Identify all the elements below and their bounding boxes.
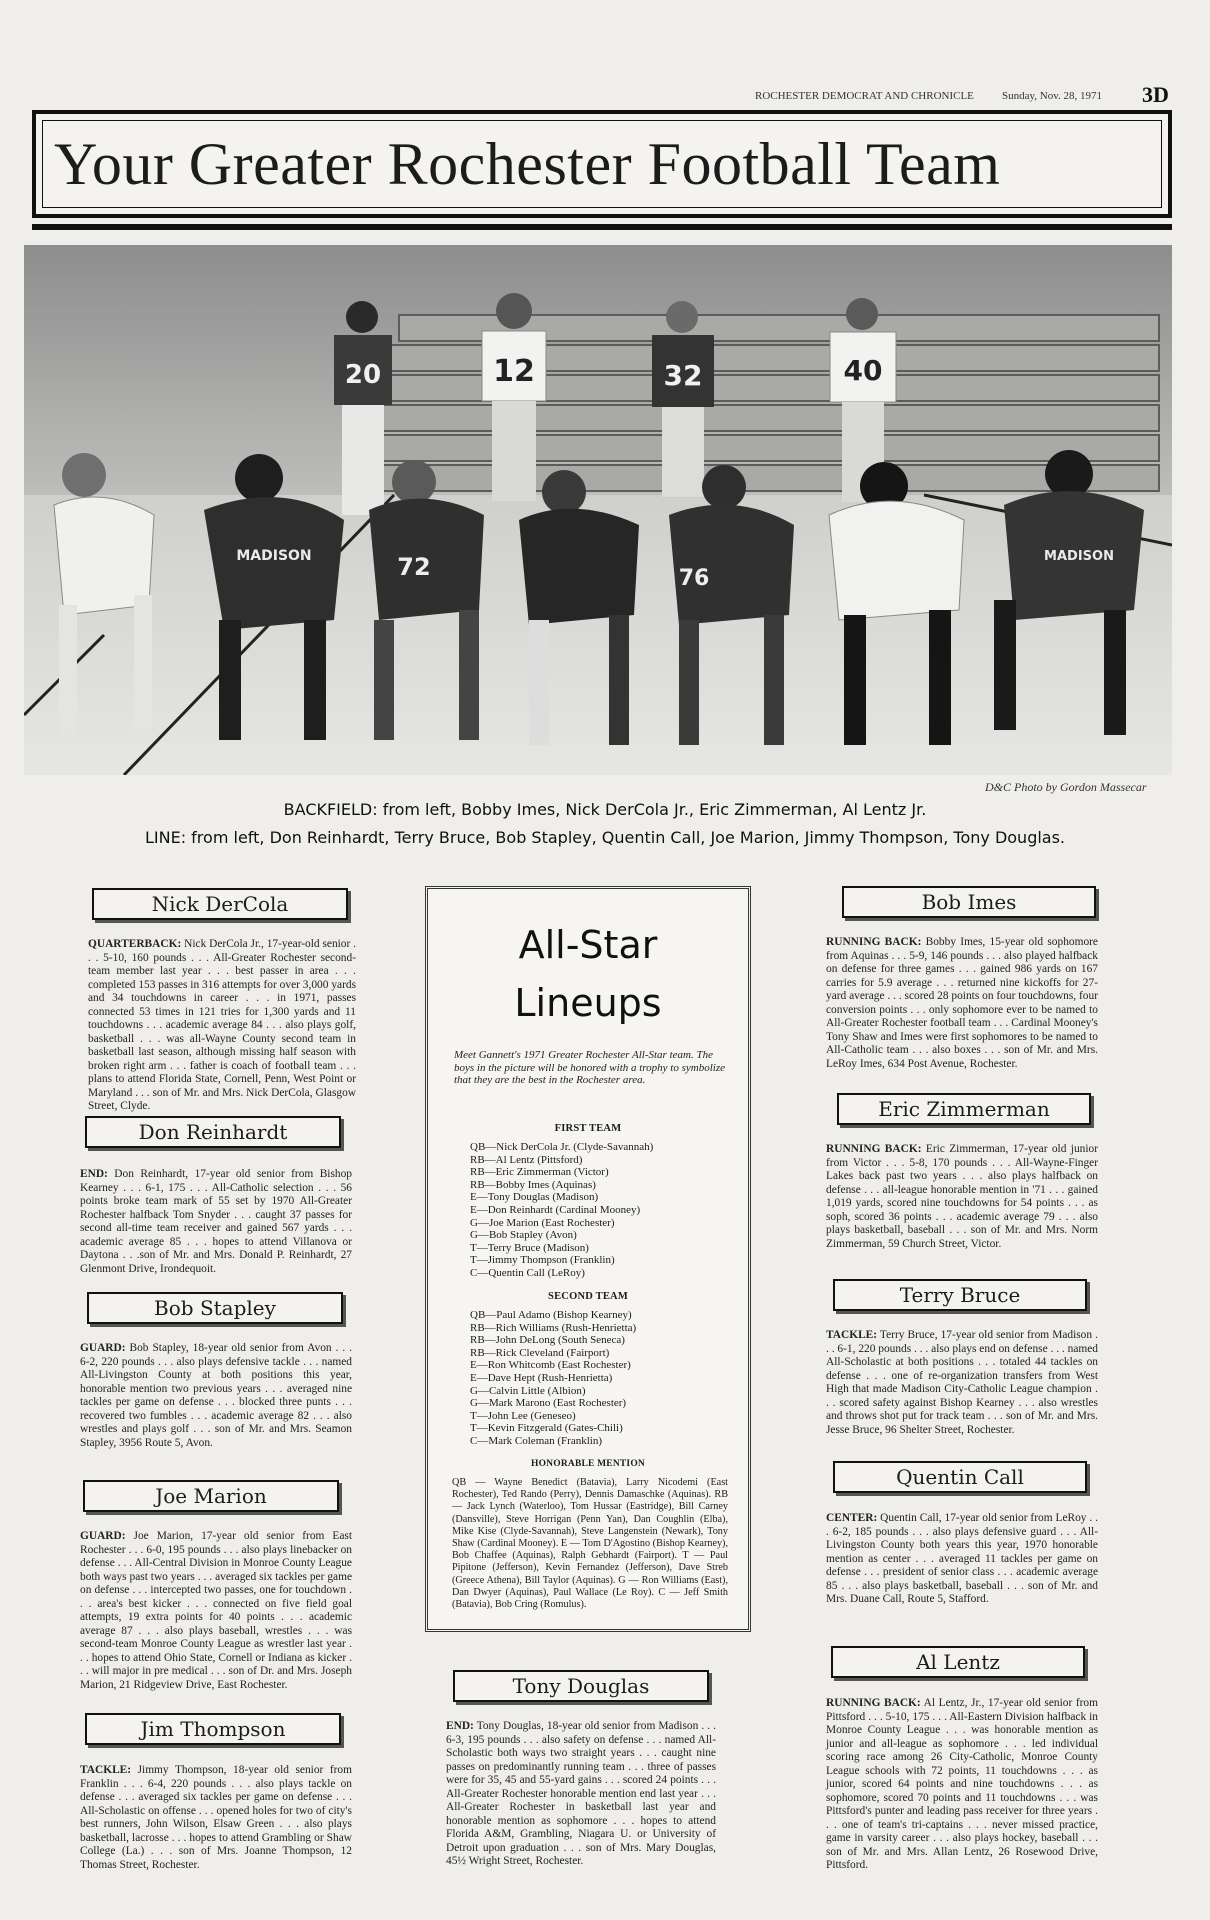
roster-entry: G—Bob Stapley (Avon): [470, 1229, 577, 1242]
bio-terry-bruce: [826, 1329, 1098, 1437]
roster-entry: E—Tony Douglas (Madison): [470, 1191, 599, 1204]
roster-entry: E—Dave Hept (Rush-Henrietta): [470, 1371, 613, 1384]
bio-bob-stapley: [80, 1342, 352, 1450]
name-tony-douglas: Tony Douglas: [453, 1670, 709, 1702]
roster-entry: T—Terry Bruce (Madison): [470, 1241, 589, 1254]
roster-entry: T—Kevin Fitzgerald (Gates-Chili): [470, 1422, 623, 1435]
page-number: 3D: [1142, 82, 1169, 107]
allstar-title-line1: All-Star: [518, 923, 658, 967]
headline: Your Greater Rochester Football Team: [54, 131, 1001, 197]
position-label: GUARD:: [80, 1342, 126, 1354]
bio-eric-zimmerman: [826, 1143, 1098, 1251]
name-quentin-call: Quentin Call: [833, 1461, 1087, 1493]
first-team-list: [470, 1141, 730, 1280]
bio-tony-douglas: [446, 1720, 716, 1869]
roster-entry: RB—Eric Zimmerman (Victor): [470, 1166, 609, 1179]
chest-text-1: MADISON: [236, 548, 312, 564]
allstar-intro: Meet Gannett's 1971 Greater Rochester All-Star team. The boys in the picture will be honored with a trophy to symbolize that they are the best in the Rochester area.: [454, 1049, 725, 1086]
headline-box: [32, 110, 1172, 218]
bio-quentin-call: [826, 1512, 1098, 1607]
name-nick-dercola: Nick DerCola: [92, 888, 348, 920]
bio-don-reinhardt: [80, 1168, 352, 1276]
bio-text: Tony Douglas, 18-year old senior from Madison . . . 6-3, 195 pounds . . . also safety on defense . . . named All-Scholastic both ways two straight years . . . caught nine passes on predominantly running team . . . three of passes were for 35, 45 and 55-yard gains . . . scored 24 points . . . All-Greater Rochester honorable mention end last year . . . All-Greater Rochester in basketball last year and honorable mention as sophomore . . . hopes to attend Florida A&M, Grambling, Niagara U. or University of Detroit upon graduation . . . son of Mrs. Mary Douglas, 45½ Wright Street, Rochester.: [446, 1720, 716, 1867]
jersey-number-2: 12: [493, 354, 535, 389]
bio-text: Terry Bruce, 17-year old senior from Madison . . . 6-1, 220 pounds . . . also plays end on defense . . . named All-Scholastic at both positions . . . totaled 44 tackles on defense . . . one of re-organization transfers from West High that made Madison City-Catholic League champion . . . scored safety against Bishop Kearney . . . also wrestles and throws shot put for track team . . . son of Mr. and Mrs. Jesse Bruce, 96 Shelter Street, Rochester.: [826, 1329, 1098, 1436]
position-label: QUARTERBACK:: [88, 938, 182, 950]
position-label: RUNNING BACK:: [826, 1697, 921, 1709]
first-team-heading: FIRST TEAM: [554, 1123, 622, 1134]
name-don-reinhardt: Don Reinhardt: [85, 1116, 341, 1148]
roster-entry: E—Don Reinhardt (Cardinal Mooney): [470, 1203, 641, 1216]
roster-entry: RB—Rich Williams (Rush-Henrietta): [470, 1321, 637, 1334]
headline-rule: [32, 224, 1172, 230]
bio-text: Al Lentz, Jr., 17-year old senior from Pittsford . . . 5-10, 175 . . . All-Eastern Division halfback in Monroe County League . . . was honorable mention as junior and all-league as sophomore . . . led individual scoring race among 26 City-Catholic, Monroe County League schools with 72 points, 11 touchdowns . . . as junior, scored 64 points and nine touchdowns . . . as sophomore, scored 70 points and 11 touchdowns . . . was Pittsford's punter and leading pass receiver for three years . . . one of team's tri-captains . . . never missed practice, game in varsity career . . . also plays hockey, baseball . . . son of Mr. and Mrs. Allan Lentz, 26 Rosewood Drive, Pittsford.: [826, 1697, 1098, 1871]
bio-text: Nick DerCola Jr., 17-year-old senior . . . 5-10, 160 pounds . . . All-Greater Rochester second-team member last year . . . best passer in area . . . completed 153 passes in 316 attempts for over 3,000 yards and 34 touchdowns in career . . . in 1971, passes connected 53 times in 121 tries for 1,300 yards and 11 touchdowns . . . academic average 84 . . . also plays golf, basketball . . . was all-Wayne County second team in basketball last season, although missing half season with broken right arm . . . father is coach of football team . . . plans to attend Florida State, Cornell, Penn, West Point or Maryland . . . son of Mr. and Mrs. Nick DerCola, Glasgow Street, Clyde.: [88, 938, 356, 1112]
roster-entry: C—Mark Coleman (Franklin): [470, 1434, 602, 1447]
roster-entry: C—Quentin Call (LeRoy): [470, 1266, 585, 1279]
caption-line: LINE: from left, Don Reinhardt, Terry Bruce, Bob Stapley, Quentin Call, Joe Marion, Jimmy Thompson, Tony Douglas.: [144, 828, 1066, 847]
name-joe-marion: Joe Marion: [83, 1480, 339, 1512]
bio-text: Quentin Call, 17-year old senior from LeRoy . . . 6-2, 185 pounds . . . also plays defensive guard . . . All-Livingston County both years this year, 1970 honorable mention as center . . . averaged 11 tackles per game on defense . . . president of senior class . . . academic average 85 . . . also plays basketball, baseball . . . son of Mr. and Mrs. Duane Call, Route 5, Stafford.: [826, 1512, 1098, 1605]
name-bob-stapley: Bob Stapley: [87, 1292, 343, 1324]
bio-text: Bob Stapley, 18-year old senior from Avon . . . 6-2, 220 pounds . . . also plays defensive tackle . . . named All-Livingston County at both positions this year, honorable mention two previous years . . . averaged nine tackles per game on defense . . . blocked three punts . . . recovered two fumbles . . . academic average 82 . . . also wrestles and plays golf . . . son of Mr. and Mrs. Seamon Stapley, 3956 Route 5, Avon.: [80, 1342, 352, 1449]
jersey-number-3: 32: [663, 359, 703, 392]
photo-credit: D&C Photo by Gordon Massecar: [985, 780, 1147, 794]
bio-text: Jimmy Thompson, 18-year old senior from Franklin . . . 6-4, 220 pounds . . . also plays tackle on defense . . . averaged six tackles per game on defense . . . All-Scholastic on offense . . . opened holes for two of city's best runners, John Wilson, Elsaw Green . . . also plays basketball, lacrosse . . . hopes to attend Grambling or Shaw College (La.) . . . son of Mrs. Joanne Thompson, 12 Thomas Street, Rochester.: [80, 1764, 352, 1871]
honorable-mention-heading: HONORABLE MENTION: [531, 1459, 645, 1469]
position-label: GUARD:: [80, 1530, 126, 1542]
bio-text: Eric Zimmerman, 17-year old junior from Victor . . . 5-8, 170 pounds . . . All-Wayne-Finger Lakes back past two years . . . also plays halfback on defense . . . all-league honorable mention in '71 . . . gained 1,019 yards, scored nine touchdowns for 54 points . . . as soph, scored 36 points . . . academic average 79 . . . also plays basketball, baseball . . . son of Mr. and Mrs. Norm Zimmerman, 59 Church Street, Victor.: [826, 1143, 1098, 1250]
jersey-number-6: 76: [678, 566, 710, 591]
bio-text: Bobby Imes, 15-year old sophomore from Aquinas . . . 5-9, 146 pounds . . . also played halfback on defense for three games . . . gained 986 yards on 167 carries for 5.9 average . . . returned nine kickoffs for 27-yard average . . . scored 28 points on four touchdowns, four conversion points . . . only sophomore ever to be named to All-Greater Rochester football team . . . Cardinal Mooney's Tony Shaw and Imes were first sophomores to be named to All-Catholic team . . . also boxes . . . son of Mr. and Mrs. LeRoy Imes, 634 Post Avenue, Rochester.: [826, 936, 1098, 1070]
issue-date: Sunday, Nov. 28, 1971: [1002, 90, 1103, 102]
bio-joe-marion: [80, 1530, 352, 1692]
roster-entry: G—Joe Marion (East Rochester): [470, 1216, 615, 1229]
position-label: RUNNING BACK:: [826, 936, 922, 948]
roster-entry: QB—Nick DerCola Jr. (Clyde-Savannah): [470, 1141, 654, 1153]
name-jim-thompson: Jim Thompson: [85, 1713, 341, 1745]
bio-text: Joe Marion, 17-year old senior from East Rochester . . . 6-0, 195 pounds . . . also plays linebacker on defense . . . All-Central Division in Monroe County League both ways past two years . . . averaged six tackles per game on defense . . . intercepted two passes, one for touchdown . . . area's best kicker . . . connected on five field goal attempts, 19 extra points for 40 points . . . academic average 87 . . . also plays baseball, wrestles . . . was second-team Monroe County League as wrestler last year . . . hopes to attend Ohio State, Cornell or Indiana as kicker . . . will major in pre medical . . . son of Dr. and Mrs. Joseph Marion, 21 Ridgeview Drive, East Rochester.: [80, 1530, 352, 1691]
name-terry-bruce: Terry Bruce: [833, 1279, 1087, 1311]
name-al-lentz: Al Lentz: [831, 1646, 1085, 1678]
position-label: CENTER:: [826, 1512, 878, 1524]
chest-text-2: MADISON: [1044, 549, 1114, 564]
roster-entry: G—Mark Marono (East Rochester): [470, 1397, 627, 1410]
bio-nick-dercola: [88, 938, 356, 1114]
team-photo: [24, 245, 1172, 775]
honorable-mention-text: QB — Wayne Benedict (Batavia), Larry Nicodemi (East Rochester), Ted Rando (Perry), Dennis Damaschke (Aquinas). RB — Jack Lynch (Waterloo), Tom Hussar (Eastridge), Bill Carney (Dansville), Steve Horrigan (Penn Yan), Dan Coughlin (Elba), Mike Kise (Clyde-Savannah), Steve Langenstein (Newark), Tony Shaw (Cardinal Mooney). E — Tom D'Agostino (Bishop Kearney), Bob Chaffee (Aquinas), Ralph Gebhardt (Fairport). T — Paul Pipitone (Jefferson), Kevin Fernandez (Jefferson), Dave Streb (Greece Athena), Bill Taylor (Aquinas). G — Ron Williams (East), Dan Dwyer (Aquinas), Paul Wallace (Le Roy). C — Jeff Smith (Batavia), Bob Cring (Romulus).: [452, 1477, 728, 1611]
bio-jim-thompson: [80, 1764, 352, 1872]
caption-backfield: BACKFIELD: from left, Bobby Imes, Nick DerCola Jr., Eric Zimmerman, Al Lentz Jr.: [283, 800, 927, 819]
roster-entry: G—Calvin Little (Albion): [470, 1384, 586, 1397]
allstar-title-line2: Lineups: [514, 981, 662, 1025]
second-team-list: [470, 1309, 730, 1448]
jersey-number-1: 20: [344, 360, 382, 390]
position-label: RUNNING BACK:: [826, 1143, 922, 1155]
roster-entry: RB—Rick Cleveland (Fairport): [470, 1346, 610, 1359]
allstar-lineups-box: [425, 886, 751, 1632]
position-label: END:: [80, 1168, 108, 1180]
roster-entry: RB—John DeLong (South Seneca): [470, 1334, 625, 1347]
bio-text: Don Reinhardt, 17-year old senior from Bishop Kearney . . . 6-1, 175 . . . All-Catholic selection . . . 56 points broke team mark of 55 set by 1970 All-Greater Rochester halfback Tom Snyder . . . caught 37 passes for second all-time team receiver and gained 567 yards . . . academic average 85 . . . hopes to attend Villanova or Daytona . . .son of Mr. and Mrs. Donald P. Reinhardt, 27 Glenmont Drive, Irondequoit.: [80, 1168, 352, 1275]
team-photo-graphic: [24, 245, 1172, 775]
bio-bob-imes: [826, 936, 1098, 1071]
newspaper-name: ROCHESTER DEMOCRAT AND CHRONICLE: [755, 90, 974, 102]
position-label: TACKLE:: [826, 1329, 878, 1341]
roster-entry: QB—Paul Adamo (Bishop Kearney): [470, 1309, 632, 1321]
name-eric-zimmerman: Eric Zimmerman: [837, 1093, 1091, 1125]
bio-al-lentz: [826, 1697, 1098, 1873]
roster-entry: T—Jimmy Thompson (Franklin): [470, 1254, 615, 1267]
jersey-number-5: 72: [397, 553, 431, 581]
roster-entry: RB—Bobby Imes (Aquinas): [470, 1178, 596, 1191]
position-label: END:: [446, 1720, 474, 1732]
jersey-number-4: 40: [843, 354, 883, 387]
roster-entry: T—John Lee (Geneseo): [470, 1409, 576, 1422]
name-bob-imes: Bob Imes: [842, 886, 1096, 918]
roster-entry: RB—Al Lentz (Pittsford): [470, 1153, 583, 1166]
position-label: TACKLE:: [80, 1764, 132, 1776]
second-team-heading: SECOND TEAM: [548, 1291, 628, 1302]
roster-entry: E—Ron Whitcomb (East Rochester): [470, 1359, 631, 1372]
